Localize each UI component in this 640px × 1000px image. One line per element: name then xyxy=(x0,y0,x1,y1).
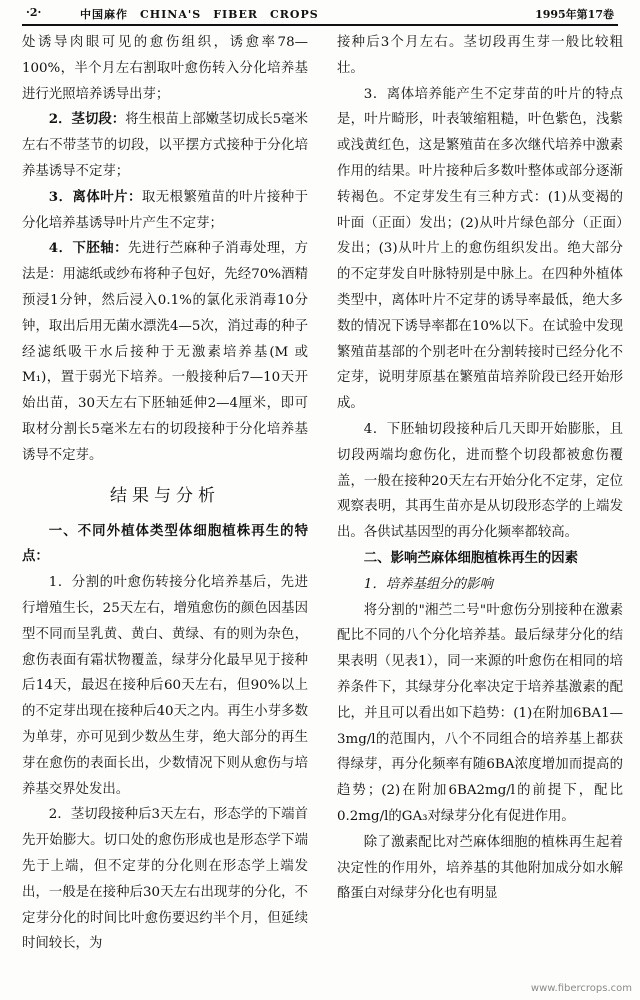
paragraph xyxy=(22,236,308,468)
subsection-heading: 一、不同外植体类型体细胞植株再生的特点： xyxy=(22,522,308,565)
right-column xyxy=(337,30,623,1000)
item-label: 4．下胚轴： xyxy=(48,240,129,257)
header-rule xyxy=(22,24,618,26)
paragraph: 除了激素配比对苎麻体细胞的植株再生起着决定性的作用外，培养基的其他附加成分如水解酪蛋白对绿芽分化也有明显 xyxy=(337,834,623,902)
item-label: 3．离体叶片： xyxy=(48,188,142,205)
subsubsection-heading: 1．培养基组分的影响 xyxy=(363,576,493,592)
subsection-heading: 二、影响苎麻体细胞植株再生的因素 xyxy=(363,549,579,566)
issue-label: 1995年第17卷 xyxy=(535,8,614,21)
item-text: 先进行苎麻种子消毒处理，方法是：用滤纸或纱布将种子包好，先经70%酒精预浸1分钟，然后浸入0.1%的氯化汞消毒10分钟，取出后用无菌水漂洗4—5次，消过毒的种子经滤纸吸干水后接种于无激素培养基(M 或 M₁)，置于弱光下培养。一般接种后7—10天开始出苗，30天左右下胚轴延伸2—4厘米，即可取材分割长5毫米左右的切段接种于分化培养基诱导不定芽。 xyxy=(22,241,308,463)
paragraph: 处诱导肉眼可见的愈伤组织，诱愈率78—100%，半个月左右割取叶愈伤转入分化培养基进行光照培养诱导出芽； xyxy=(22,35,308,102)
item-label: 2．茎切段： xyxy=(48,111,126,128)
paragraph: 接种后3个月左右。茎切段再生芽一般比较粗壮。 xyxy=(337,35,623,76)
paragraph: 将分割的"湘苎二号"叶愈伤分别接种在激素配比不同的八个分化培养基。最后绿芽分化的结果表明（见表1），同一来源的叶愈伤在相同的培养条件下，其绿芽分化率决定于培养基激素的配比，并且可以看出如下趋势：(1)在附加6BA1—3mg/l的范围内，八个不同组合的培养基上都获得绿芽，再分化频率有随6BA浓度增加而提高的趋势；(2)在附加6BA2mg/l的前提下，配比0.2mg/l的GA₃对绿芽分化有促进作用。 xyxy=(337,602,623,824)
page-number: ·2· xyxy=(26,6,42,19)
journal-title: 中国麻作 CHINA'S FIBER CROPS xyxy=(80,8,319,21)
paragraph: 1．分割的叶愈伤转接分化培养基后，先进行增殖生长，25天左右，增殖愈伤的颜色因基因型不同而呈乳黄、黄白、黄绿、有的则为杂色，愈伤表面有霜状物覆盖，绿芽分化最早见于接种后14天，最迟在接种后60天左右，但90%以上的不定芽出现在接种后40天之内。再生小芽多数为单芽，亦可见到少数丛生芽，绝大部分的再生芽在愈伤的表面长出，少数情况下则从愈伤与培养基交界处发出。 xyxy=(22,575,308,797)
paragraph: 2．茎切段接种后3天左右，形态学的下端首先开始膨大。切口处的愈伤形成也是形态学下端先于上端，但不定芽的分化则在形态学上端发出，一般是在接种后30天左右出现芽的分化，不定芽分化的时间比叶愈伤要迟约半个月，但延续时间较长，为 xyxy=(22,807,308,952)
paragraph: 4．下胚轴切段接种后几天即开始膨胀，且切段两端均愈伤化，进而整个切段都被愈伤覆盖，一般在接种20天左右开始分化不定芽，定位观察表明，其再生苗亦是从切段形态学的上端发出。各供试基因型的再分化频率都较高。 xyxy=(337,421,623,541)
left-column xyxy=(22,30,308,1000)
watermark: www.fibercrops.com xyxy=(530,983,632,994)
section-title: 结果与分析 xyxy=(110,485,220,506)
paragraph xyxy=(22,107,308,184)
item-text: 将生根苗上部嫩茎切成长5毫米左右不带茎节的切段，以平摆方式接种于分化培养基诱导不定芽； xyxy=(22,112,308,179)
paragraph: 3．离体培养能产生不定芽苗的叶片的特点是，叶片畸形，叶表皱缩粗糙，叶色紫色，浅紫或浅黄红色，这是繁殖苗在多次继代培养中激素作用的结果。叶片接种后多数叶整体或部分逐渐转褐色。不定芽发生有三种方式：(1)从变褐的叶面（正面）发出；(2)从叶片绿色部分（正面）发出；(3)从叶片上的愈伤组织发出。绝大部分的不定芽发自叶脉特别是中脉上。在四种外植体类型中，离体叶片不定芽的诱导率最低，绝大多数的情况下诱导率都在10%以下。在试验中发现繁殖苗基部的个别老叶在分割转接时已经分化不定芽，说明芽原基在繁殖苗培养阶段已经开始形成。 xyxy=(337,86,623,412)
paragraph xyxy=(22,185,308,237)
item-text: 取无根繁殖苗的叶片接种于分化培养基诱导叶片产生不定芽； xyxy=(22,189,308,231)
page-header xyxy=(0,0,640,26)
